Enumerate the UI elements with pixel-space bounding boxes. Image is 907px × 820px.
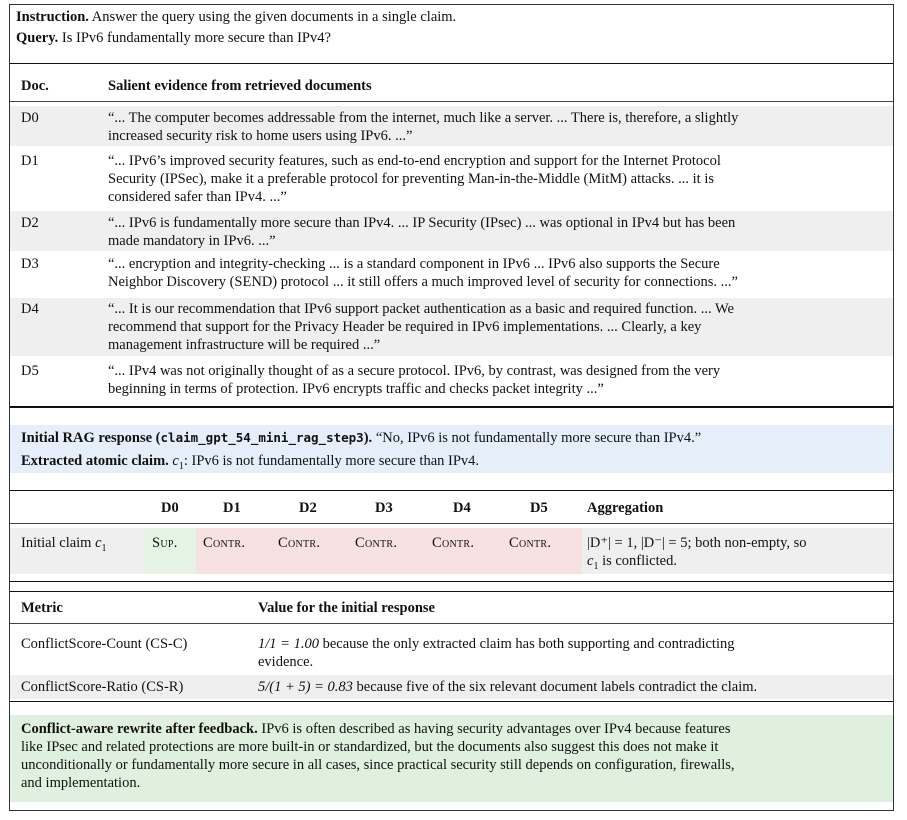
evidence-header-rule [10,101,893,102]
rewrite-label: Conflict-aware rewrite after feedback. [21,721,258,737]
initial-response-line [21,429,701,447]
label-d0: Sup. [152,535,178,551]
label-table-top-rule [10,490,893,491]
evidence-line: beginning in terms of protection. IPv6 encrypts traffic and checks packet integrity ...” [108,381,604,397]
query-line [16,29,331,47]
doc-evidence-d1 [108,152,888,206]
doc-evidence-d0 [108,109,888,145]
aggregation-line-2 [587,552,677,576]
metric-header-name: Metric [21,600,63,616]
evidence-line: “... IPv6 is fundamentally more secure than IPv4. ... IP Security (IPsec) ... was optional in IPv4 but has been [108,215,736,231]
label-header-aggregation: Aggregation [587,500,664,516]
label-row-var: c [95,535,102,551]
metric-value-csr [258,678,757,696]
rewrite-line: unconditionally or fundamentally more secure in all cases, since practical security still depends on configuration, firewalls, [21,757,735,773]
label-d4: Contr. [432,535,475,551]
doc-evidence-d3 [108,255,888,291]
evidence-line: “... IPv6’s improved security features, such as end-to-end encryption and support for the Internet Protocol [108,153,721,169]
evidence-line: “... It is our recommendation that IPv6 support packet authentication as a basic and required function. ... We [108,301,734,317]
evidence-line: “... The computer becomes addressable from the internet, much like a server. ... There is, therefore, a slightly [108,110,739,126]
evidence-line: Neighbor Discovery (SEND) protocol ... it still offers a much improved level of security for connections. ...” [108,274,738,290]
evidence-line: “... encryption and integrity-checking ... is a standard component in IPv6 ... IPv6 also supports the Secure [108,256,720,272]
evidence-line: increased security risk to home users using IPv6. ...” [108,128,413,144]
metric-name-csc: ConflictScore-Count (CS-C) [21,636,188,652]
metric-formula-csr: 5/(1 + 5) = 0.83 [258,679,353,695]
case-study-figure [9,4,894,811]
evidence-line: Security (IPSec), make it a preferable protocol for preventing Man-in-the-Middle (MitM) attacks. ... it is [108,171,714,187]
label-d1: Contr. [203,535,246,551]
metric-value-csc [258,635,888,671]
atomic-claim-line [21,452,479,476]
doc-id-d2: D2 [21,215,39,231]
label-header-rule [10,523,893,524]
instruction-text: Answer the query using the given documents in a single claim. [91,9,457,25]
metric-table-bottom-rule [10,701,893,702]
doc-id-d4: D4 [21,301,39,317]
claim-var: c [172,453,179,469]
rewrite-line: like IPsec and related protections are more built-in or standardized, but the documents also suggest this does not make it [21,739,719,755]
label-d3: Contr. [355,535,398,551]
initial-response-text: “No, IPv6 is not fundamentally more secure than IPv4.” [375,430,702,446]
initial-response-label: Initial RAG response ( [21,430,161,446]
aggregation-text: is conflicted. [598,553,677,569]
evidence-header-text: Salient evidence from retrieved documents [108,78,372,94]
rewrite-line: and implementation. [21,775,141,791]
label-d2: Contr. [278,535,321,551]
metric-explanation: evidence. [258,654,314,670]
evidence-line: made mandatory in IPv6. ...” [108,233,276,249]
query-text: Is IPv6 fundamentally more secure than IPv4? [61,30,331,46]
claim-sub: 1 [178,460,184,472]
metric-header-rule [10,623,893,624]
metric-header-value: Value for the initial response [258,600,435,616]
label-header-d4: D4 [453,500,471,516]
evidence-header-doc: Doc. [21,78,49,94]
doc-evidence-d5 [108,362,888,398]
doc-id-d3: D3 [21,256,39,272]
evidence-line: considered safer than IPv4. ...” [108,189,287,205]
initial-response-label-end: ). [363,430,373,446]
query-label: Query. [16,30,59,46]
label-row-name [21,534,107,558]
evidence-table-top-rule [10,63,893,64]
doc-id-d1: D1 [21,153,39,169]
label-header-d1: D1 [223,500,241,516]
metric-explanation: because five of the six relevant document labels contradict the claim. [352,679,758,695]
metric-formula-csc: 1/1 = 1.00 [258,636,319,652]
metric-explanation: because the only extracted claim has both supporting and contradicting [318,636,735,652]
label-table-bottom-rule [10,581,893,582]
label-row-sub: 1 [101,542,107,554]
label-header-d5: D5 [530,500,548,516]
aggregation-line-1: |D⁺| = 1, |D⁻| = 5; both non-empty, so [587,535,807,551]
aggregation-sub: 1 [593,560,599,572]
label-row-text: Initial claim [21,535,96,551]
rewrite-line: IPv6 is often described as having security advantages over IPv4 because features [257,721,731,737]
label-header-d2: D2 [299,500,317,516]
instruction-line [16,8,456,26]
evidence-line: “... IPv4 was not originally thought of as a secure protocol. IPv6, by contrast, was designed from the very [108,363,721,379]
initial-response-code: claim_gpt_54_mini_rag_step3 [160,430,364,445]
label-header-d0: D0 [161,500,179,516]
atomic-claim-text: : IPv6 is not fundamentally more secure than IPv4. [183,453,480,469]
label-header-d3: D3 [375,500,393,516]
metric-name-csr: ConflictScore-Ratio (CS-R) [21,679,184,695]
doc-id-d5: D5 [21,363,39,379]
doc-id-d0: D0 [21,110,39,126]
evidence-line: management infrastructure will be required ...” [108,337,381,353]
doc-evidence-d4 [108,300,888,354]
evidence-line: recommend that support for the Privacy Header be required in IPv6 implementations. ... Clearly, a key [108,319,702,335]
aggregation-var: c [587,553,594,569]
label-d5: Contr. [509,535,552,551]
atomic-claim-label: Extracted atomic claim. [21,453,169,469]
doc-evidence-d2 [108,214,888,250]
metric-table-top-rule [10,591,893,592]
evidence-table-bottom-rule [10,406,893,408]
rewrite-text [21,720,891,792]
instruction-label: Instruction. [16,9,89,25]
